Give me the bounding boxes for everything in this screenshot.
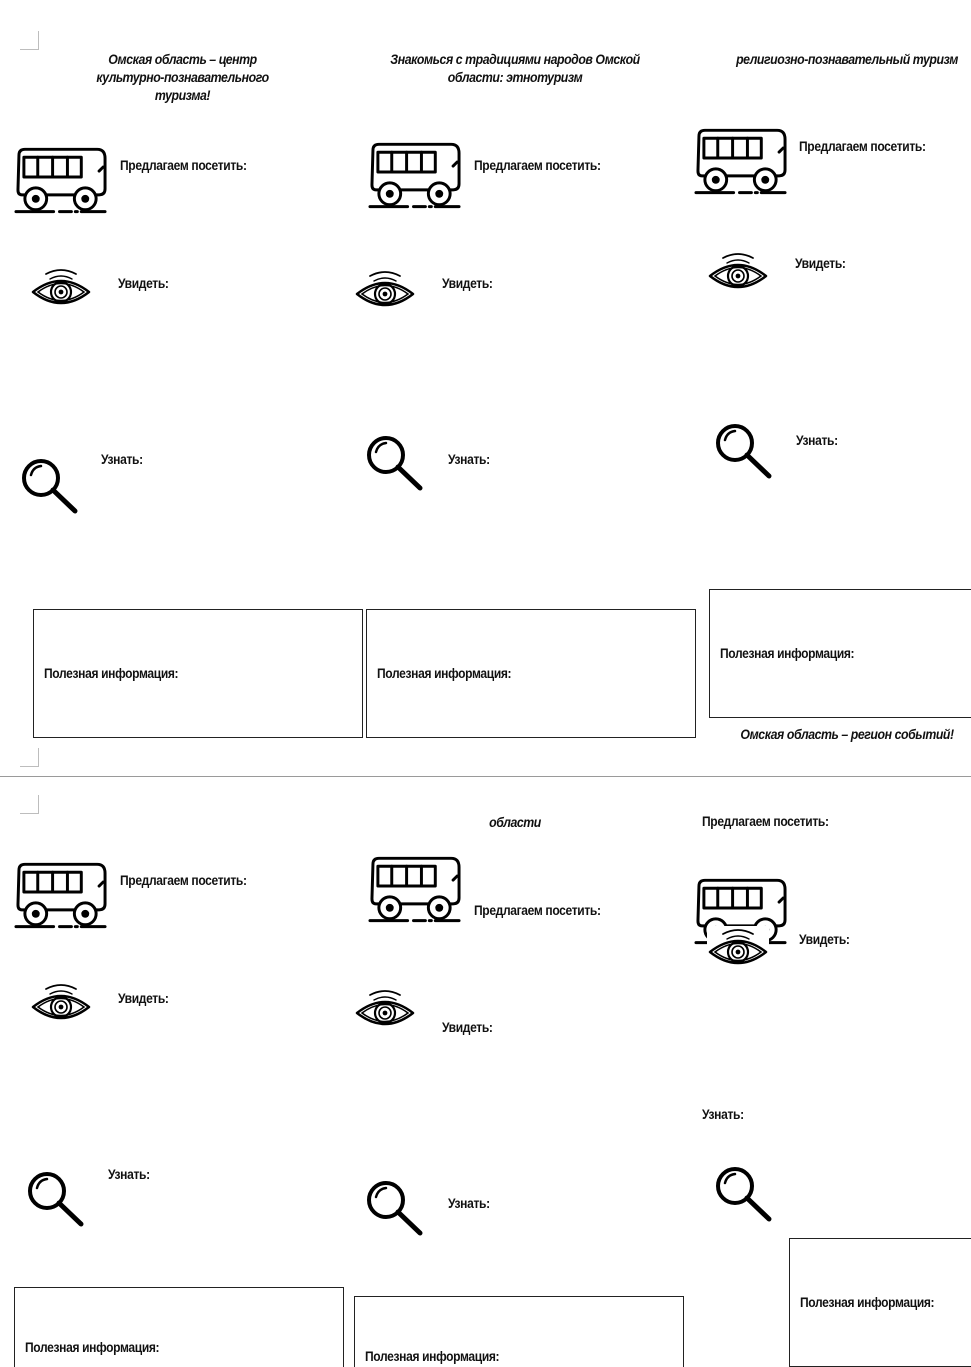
see-label: Увидеть: (118, 990, 169, 1006)
magnifier-icon (26, 1170, 86, 1228)
info-box (709, 589, 971, 718)
eye-icon (30, 981, 92, 1029)
column-title: области (489, 814, 541, 830)
see-label: Увидеть: (118, 275, 169, 291)
learn-label: Узнать: (101, 451, 143, 467)
learn-label: Узнать: (108, 1166, 150, 1182)
bus-icon (14, 860, 109, 930)
info-label: Полезная информация: (800, 1293, 935, 1310)
page-corner-mark (20, 31, 39, 50)
see-label: Увидеть: (799, 931, 850, 947)
eye-icon (707, 250, 769, 298)
visit-label: Предлагаем посетить: (799, 138, 926, 154)
learn-label: Узнать: (448, 451, 490, 467)
info-box (354, 1296, 684, 1367)
bus-icon (368, 854, 463, 924)
magnifier-icon (365, 434, 425, 492)
visit-label: Предлагаем посетить: (474, 157, 601, 173)
info-label: Полезная информация: (365, 1348, 500, 1364)
see-label: Увидеть: (442, 275, 493, 291)
column-title: Омская область – центр культурно-познавательного туризма! (96, 51, 269, 103)
see-label: Увидеть: (795, 255, 846, 271)
visit-label: Предлагаем посетить: (702, 813, 829, 829)
info-label: Полезная информация: (377, 664, 512, 681)
magnifier-icon (714, 1165, 774, 1223)
visit-label: Предлагаем посетить: (120, 157, 247, 173)
info-box (789, 1238, 971, 1367)
column-title: Знакомься с традициями народов Омской области: этнотуризм (390, 51, 640, 85)
magnifier-icon (20, 457, 80, 515)
page-corner-mark (20, 795, 39, 814)
learn-label: Узнать: (796, 432, 838, 448)
page-corner-mark (20, 748, 39, 767)
page-2 (0, 777, 971, 1367)
magnifier-icon (365, 1179, 425, 1237)
info-box (33, 609, 363, 738)
info-label: Полезная информация: (44, 664, 179, 681)
eye-icon (354, 268, 416, 316)
eye-icon (354, 987, 416, 1035)
visit-label: Предлагаем посетить: (474, 902, 601, 918)
eye-icon (707, 926, 769, 974)
bus-icon (368, 140, 463, 210)
column-title: религиозно-познавательный туризм (736, 51, 958, 67)
column-footer: Омская область – регион событий! (740, 726, 954, 742)
magnifier-icon (714, 422, 774, 480)
info-label: Полезная информация: (720, 644, 855, 661)
visit-label: Предлагаем посетить: (120, 872, 247, 888)
info-box (14, 1287, 344, 1367)
eye-icon (30, 266, 92, 314)
bus-icon (694, 126, 789, 196)
learn-label: Узнать: (448, 1195, 490, 1211)
see-label: Увидеть: (442, 1019, 493, 1035)
bus-icon (14, 145, 109, 215)
info-label: Полезная информация: (25, 1339, 160, 1355)
learn-label: Узнать: (702, 1106, 744, 1122)
info-box (366, 609, 696, 738)
